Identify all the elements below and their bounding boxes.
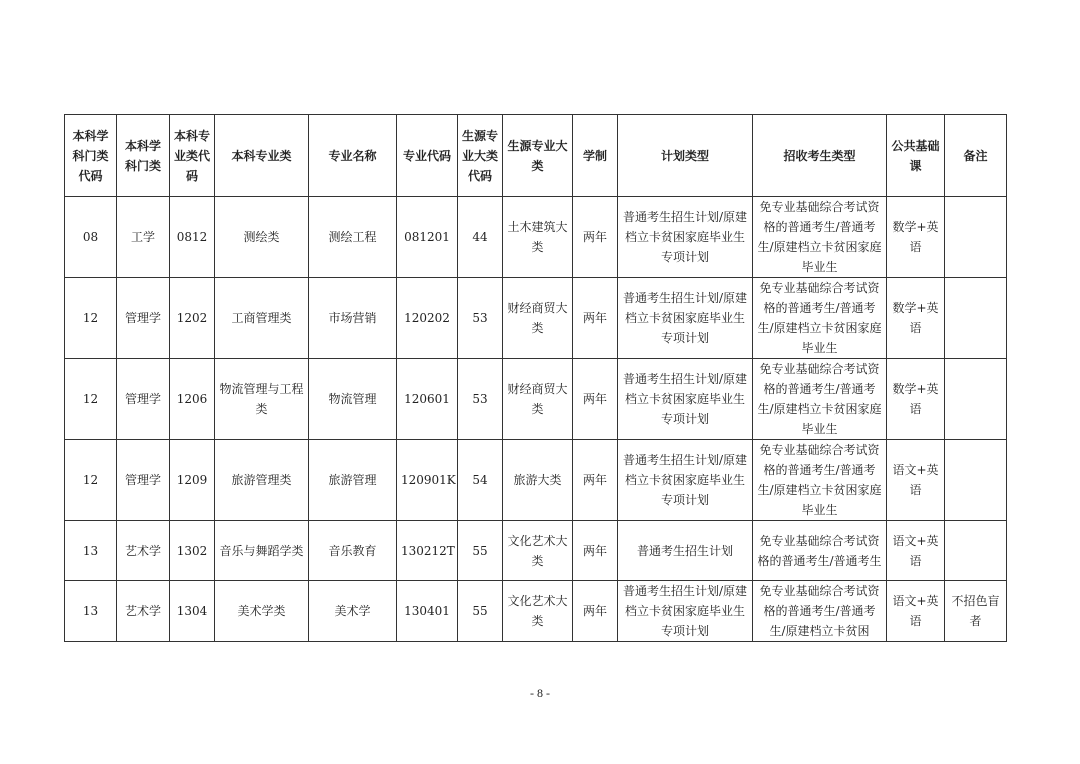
cell-source-category-code: 53 — [458, 278, 503, 359]
cell-plan-type: 普通考生招生计划 — [618, 521, 753, 581]
cell-major-name: 物流管理 — [309, 359, 397, 440]
cell-source-category: 文化艺术大类 — [503, 581, 573, 642]
cell-public-course: 数学+英语 — [887, 359, 945, 440]
col-header-major-code: 专业代码 — [397, 115, 458, 197]
cell-source-category-code: 53 — [458, 359, 503, 440]
cell-duration: 两年 — [573, 440, 618, 521]
cell-plan-type: 普通考生招生计划/原建档立卡贫困家庭毕业生专项计划 — [618, 278, 753, 359]
cell-major-class-code: 0812 — [170, 197, 215, 278]
cell-discipline: 艺术学 — [117, 521, 170, 581]
header-row — [65, 115, 1007, 197]
cell-major-class: 测绘类 — [215, 197, 309, 278]
cell-student-type: 免专业基础综合考试资格的普通考生/普通考生/原建档立卡贫困家庭毕业生 — [753, 278, 887, 359]
cell-public-course: 语文+英语 — [887, 440, 945, 521]
cell-duration: 两年 — [573, 581, 618, 642]
cell-discipline: 管理学 — [117, 440, 170, 521]
cell-discipline: 艺术学 — [117, 581, 170, 642]
cell-remarks — [945, 359, 1007, 440]
col-header-plan-type: 计划类型 — [618, 115, 753, 197]
cell-remarks — [945, 521, 1007, 581]
cell-major-code: 130401 — [397, 581, 458, 642]
cell-plan-type: 普通考生招生计划/原建档立卡贫困家庭毕业生专项计划 — [618, 581, 753, 642]
cell-student-type: 免专业基础综合考试资格的普通考生/普通考生/原建档立卡贫困家庭毕业生 — [753, 197, 887, 278]
cell-major-class: 物流管理与工程类 — [215, 359, 309, 440]
cell-plan-type: 普通考生招生计划/原建档立卡贫困家庭毕业生专项计划 — [618, 440, 753, 521]
col-header-source-category-code: 生源专业大类代码 — [458, 115, 503, 197]
cell-major-class: 工商管理类 — [215, 278, 309, 359]
cell-major-class: 旅游管理类 — [215, 440, 309, 521]
col-header-remarks: 备注 — [945, 115, 1007, 197]
cell-source-category-code: 55 — [458, 581, 503, 642]
cell-discipline-code: 08 — [65, 197, 117, 278]
cell-discipline-code: 13 — [65, 521, 117, 581]
cell-major-code: 081201 — [397, 197, 458, 278]
cell-discipline: 管理学 — [117, 359, 170, 440]
col-header-duration: 学制 — [573, 115, 618, 197]
cell-major-name: 美术学 — [309, 581, 397, 642]
cell-major-class: 美术学类 — [215, 581, 309, 642]
cell-major-name: 音乐教育 — [309, 521, 397, 581]
cell-major-class-code: 1302 — [170, 521, 215, 581]
enrollment-table — [64, 114, 1007, 642]
cell-plan-type: 普通考生招生计划/原建档立卡贫困家庭毕业生专项计划 — [618, 197, 753, 278]
cell-discipline-code: 12 — [65, 359, 117, 440]
cell-discipline: 工学 — [117, 197, 170, 278]
col-header-discipline: 本科学科门类 — [117, 115, 170, 197]
cell-major-code: 120901K — [397, 440, 458, 521]
cell-major-class-code: 1202 — [170, 278, 215, 359]
col-header-major-class: 本科专业类 — [215, 115, 309, 197]
cell-source-category: 旅游大类 — [503, 440, 573, 521]
cell-source-category: 财经商贸大类 — [503, 359, 573, 440]
cell-duration: 两年 — [573, 521, 618, 581]
cell-source-category: 土木建筑大类 — [503, 197, 573, 278]
cell-student-type: 免专业基础综合考试资格的普通考生/普通考生/原建档立卡贫困家庭毕业生 — [753, 440, 887, 521]
cell-remarks: 不招色盲者 — [945, 581, 1007, 642]
col-header-discipline-code: 本科学科门类代码 — [65, 115, 117, 197]
cell-remarks — [945, 197, 1007, 278]
cell-remarks — [945, 278, 1007, 359]
cell-public-course: 语文+英语 — [887, 581, 945, 642]
cell-public-course: 语文+英语 — [887, 521, 945, 581]
cell-duration: 两年 — [573, 197, 618, 278]
table-row — [65, 278, 1007, 359]
table-row — [65, 521, 1007, 581]
table-row — [65, 581, 1007, 642]
cell-major-class-code: 1209 — [170, 440, 215, 521]
col-header-major-name: 专业名称 — [309, 115, 397, 197]
cell-remarks — [945, 440, 1007, 521]
cell-major-code: 130212T — [397, 521, 458, 581]
cell-source-category: 文化艺术大类 — [503, 521, 573, 581]
cell-major-code: 120601 — [397, 359, 458, 440]
cell-public-course: 数学+英语 — [887, 197, 945, 278]
page-number: - 8 - — [530, 686, 550, 700]
cell-major-name: 测绘工程 — [309, 197, 397, 278]
cell-student-type: 免专业基础综合考试资格的普通考生/普通考生/原建档立卡贫困家庭毕业生 — [753, 359, 887, 440]
cell-major-code: 120202 — [397, 278, 458, 359]
table-row — [65, 440, 1007, 521]
cell-discipline-code: 13 — [65, 581, 117, 642]
cell-discipline-code: 12 — [65, 440, 117, 521]
cell-major-class-code: 1304 — [170, 581, 215, 642]
cell-source-category: 财经商贸大类 — [503, 278, 573, 359]
cell-major-class-code: 1206 — [170, 359, 215, 440]
cell-discipline-code: 12 — [65, 278, 117, 359]
cell-student-type: 免专业基础综合考试资格的普通考生/普通考生/原建档立卡贫困 — [753, 581, 887, 642]
col-header-major-class-code: 本科专业类代码 — [170, 115, 215, 197]
table-row — [65, 359, 1007, 440]
col-header-source-category: 生源专业大类 — [503, 115, 573, 197]
cell-major-name: 旅游管理 — [309, 440, 397, 521]
cell-public-course: 数学+英语 — [887, 278, 945, 359]
cell-duration: 两年 — [573, 359, 618, 440]
col-header-public-course: 公共基础课 — [887, 115, 945, 197]
cell-student-type: 免专业基础综合考试资格的普通考生/普通考生 — [753, 521, 887, 581]
cell-source-category-code: 44 — [458, 197, 503, 278]
cell-plan-type: 普通考生招生计划/原建档立卡贫困家庭毕业生专项计划 — [618, 359, 753, 440]
cell-duration: 两年 — [573, 278, 618, 359]
cell-source-category-code: 54 — [458, 440, 503, 521]
table-row — [65, 197, 1007, 278]
col-header-student-type: 招收考生类型 — [753, 115, 887, 197]
cell-source-category-code: 55 — [458, 521, 503, 581]
cell-major-name: 市场营销 — [309, 278, 397, 359]
cell-major-class: 音乐与舞蹈学类 — [215, 521, 309, 581]
cell-discipline: 管理学 — [117, 278, 170, 359]
